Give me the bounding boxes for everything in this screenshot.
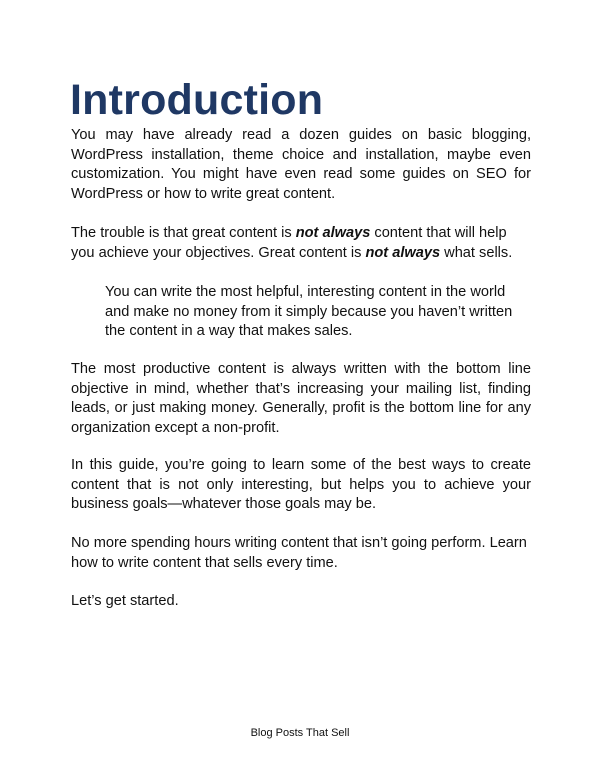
paragraph-no-more-spending: No more spending hours writing content that isn’t going perform. Learn how to write content that sells every time.	[71, 535, 527, 571]
paragraph-trouble-text-2: content that will help you achieve your objectives. Great content is	[71, 225, 507, 261]
paragraph-guide-purpose: In this guide, you’re going to learn some of the best ways to create content that is not only interesting, but helps you to achieve your business goals—whatever those goals may be.	[71, 457, 531, 512]
paragraph-intro: You may have already read a dozen guides on basic blogging, WordPress installation, theme choice and installation, maybe even customization. You might have even read some guides on SEO for WordPress or how to write great content.	[71, 127, 531, 202]
emphasis-not-always-1: not always	[295, 225, 371, 241]
block-quote: You can write the most helpful, interesting content in the world and make no money from it simply because you haven’t written the content in a way that makes sales.	[105, 284, 513, 339]
page-title: Introduction	[70, 76, 324, 124]
emphasis-not-always-2: not always	[365, 244, 441, 261]
page-footer: Blog Posts That Sell	[250, 727, 350, 739]
paragraph-trouble-text-1: The trouble is that great content is	[71, 225, 296, 241]
paragraph-trouble-text-3: what sells.	[440, 244, 513, 261]
paragraph-get-started: Let’s get started.	[71, 593, 179, 609]
paragraph-productive-content: The most productive content is always written with the bottom line objective in mind, whether that’s increasing your mailing list, finding leads, or just making money. Generally, profit is the bottom line for any organization except a non-profit.	[71, 361, 531, 436]
paragraph-trouble	[71, 224, 531, 263]
